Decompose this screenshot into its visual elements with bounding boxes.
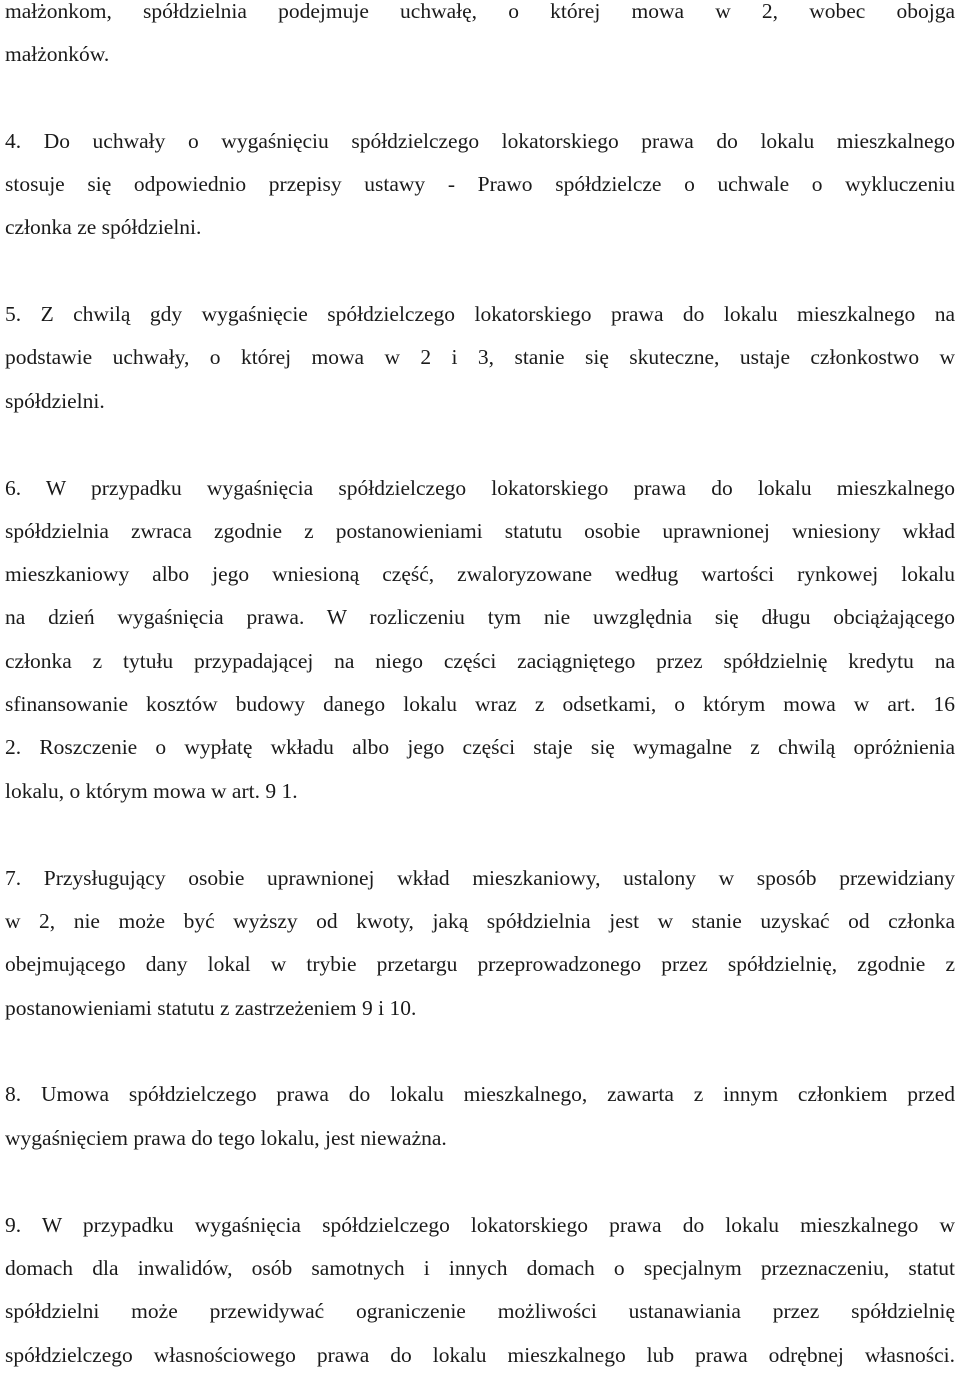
text-line: wygaśnięciem prawa do tego lokalu, jest nieważna. — [5, 1126, 447, 1150]
text-line: małżonków. — [5, 42, 110, 66]
text-line: członka ze spółdzielni. — [5, 215, 202, 239]
text-line: obejmującego dany lokal w trybie przetargu przeprowadzonego przez spółdzielnię, zgodnie z — [5, 952, 955, 976]
text-line: członka z tytułu przypadającej na niego części zaciągniętego przez spółdzielnię kredytu na — [5, 649, 955, 673]
text-line: 6. W przypadku wygaśnięcia spółdzielczego lokatorskiego prawa do lokalu mieszkalnego — [5, 476, 955, 500]
text-line: lokalu, o którym mowa w art. 9 1. — [5, 779, 298, 803]
text-line: spółdzielni. — [5, 389, 105, 413]
text-line: 4. Do uchwały o wygaśnięciu spółdzielczego lokatorskiego prawa do lokalu mieszkalnego — [5, 129, 955, 153]
text-line: na dzień wygaśnięcia prawa. W rozliczeniu tym nie uwzględnia się długu obciążającego — [5, 605, 955, 629]
text-line: 8. Umowa spółdzielczego prawa do lokalu mieszkalnego, zawarta z innym członkiem przed — [5, 1082, 955, 1106]
text-line: spółdzielni może przewidywać ograniczenie możliwości ustanawiania przez spółdzielnię — [5, 1299, 955, 1323]
text-line: 2. Roszczenie o wypłatę wkładu albo jego części staje się wymagalne z chwilą opróżnienia — [5, 735, 955, 759]
text-line: postanowieniami statutu z zastrzeżeniem 9 i 10. — [5, 996, 417, 1020]
text-line: spółdzielczego własnościowego prawa do lokalu mieszkalnego lub prawa odrębnej własności. — [5, 1343, 955, 1367]
text-line: w 2, nie może być wyższy od kwoty, jaką spółdzielnia jest w stanie uzyskać od członka — [5, 909, 955, 933]
text-line: mieszkaniowy albo jego wniesioną część, zwaloryzowane według wartości rynkowej lokalu — [5, 562, 955, 586]
text-line: sfinansowanie kosztów budowy danego lokalu wraz z odsetkami, o którym mowa w art. 16 — [5, 692, 955, 716]
text-line: stosuje się odpowiednio przepisy ustawy - Prawo spółdzielcze o uchwale o wykluczeniu — [5, 172, 955, 196]
text-line: spółdzielnia zwraca zgodnie z postanowieniami statutu osobie uprawnionej wniesiony wkład — [5, 519, 955, 543]
text-line: 7. Przysługujący osobie uprawnionej wkład mieszkaniowy, ustalony w sposób przewidziany — [5, 866, 955, 890]
text-line: 5. Z chwilą gdy wygaśnięcie spółdzielczego lokatorskiego prawa do lokalu mieszkalnego na — [5, 302, 955, 326]
text-line: 9. W przypadku wygaśnięcia spółdzielczego lokatorskiego prawa do lokalu mieszkalnego w — [5, 1213, 955, 1237]
text-line: podstawie uchwały, o której mowa w 2 i 3, stanie się skuteczne, ustaje członkostwo w — [5, 345, 955, 369]
text-line: domach dla inwalidów, osób samotnych i innych domach o specjalnym przeznaczeniu, statut — [5, 1256, 955, 1280]
text-line: małżonkom, spółdzielnia podejmuje uchwałę, o której mowa w 2, wobec obojga — [5, 0, 955, 23]
